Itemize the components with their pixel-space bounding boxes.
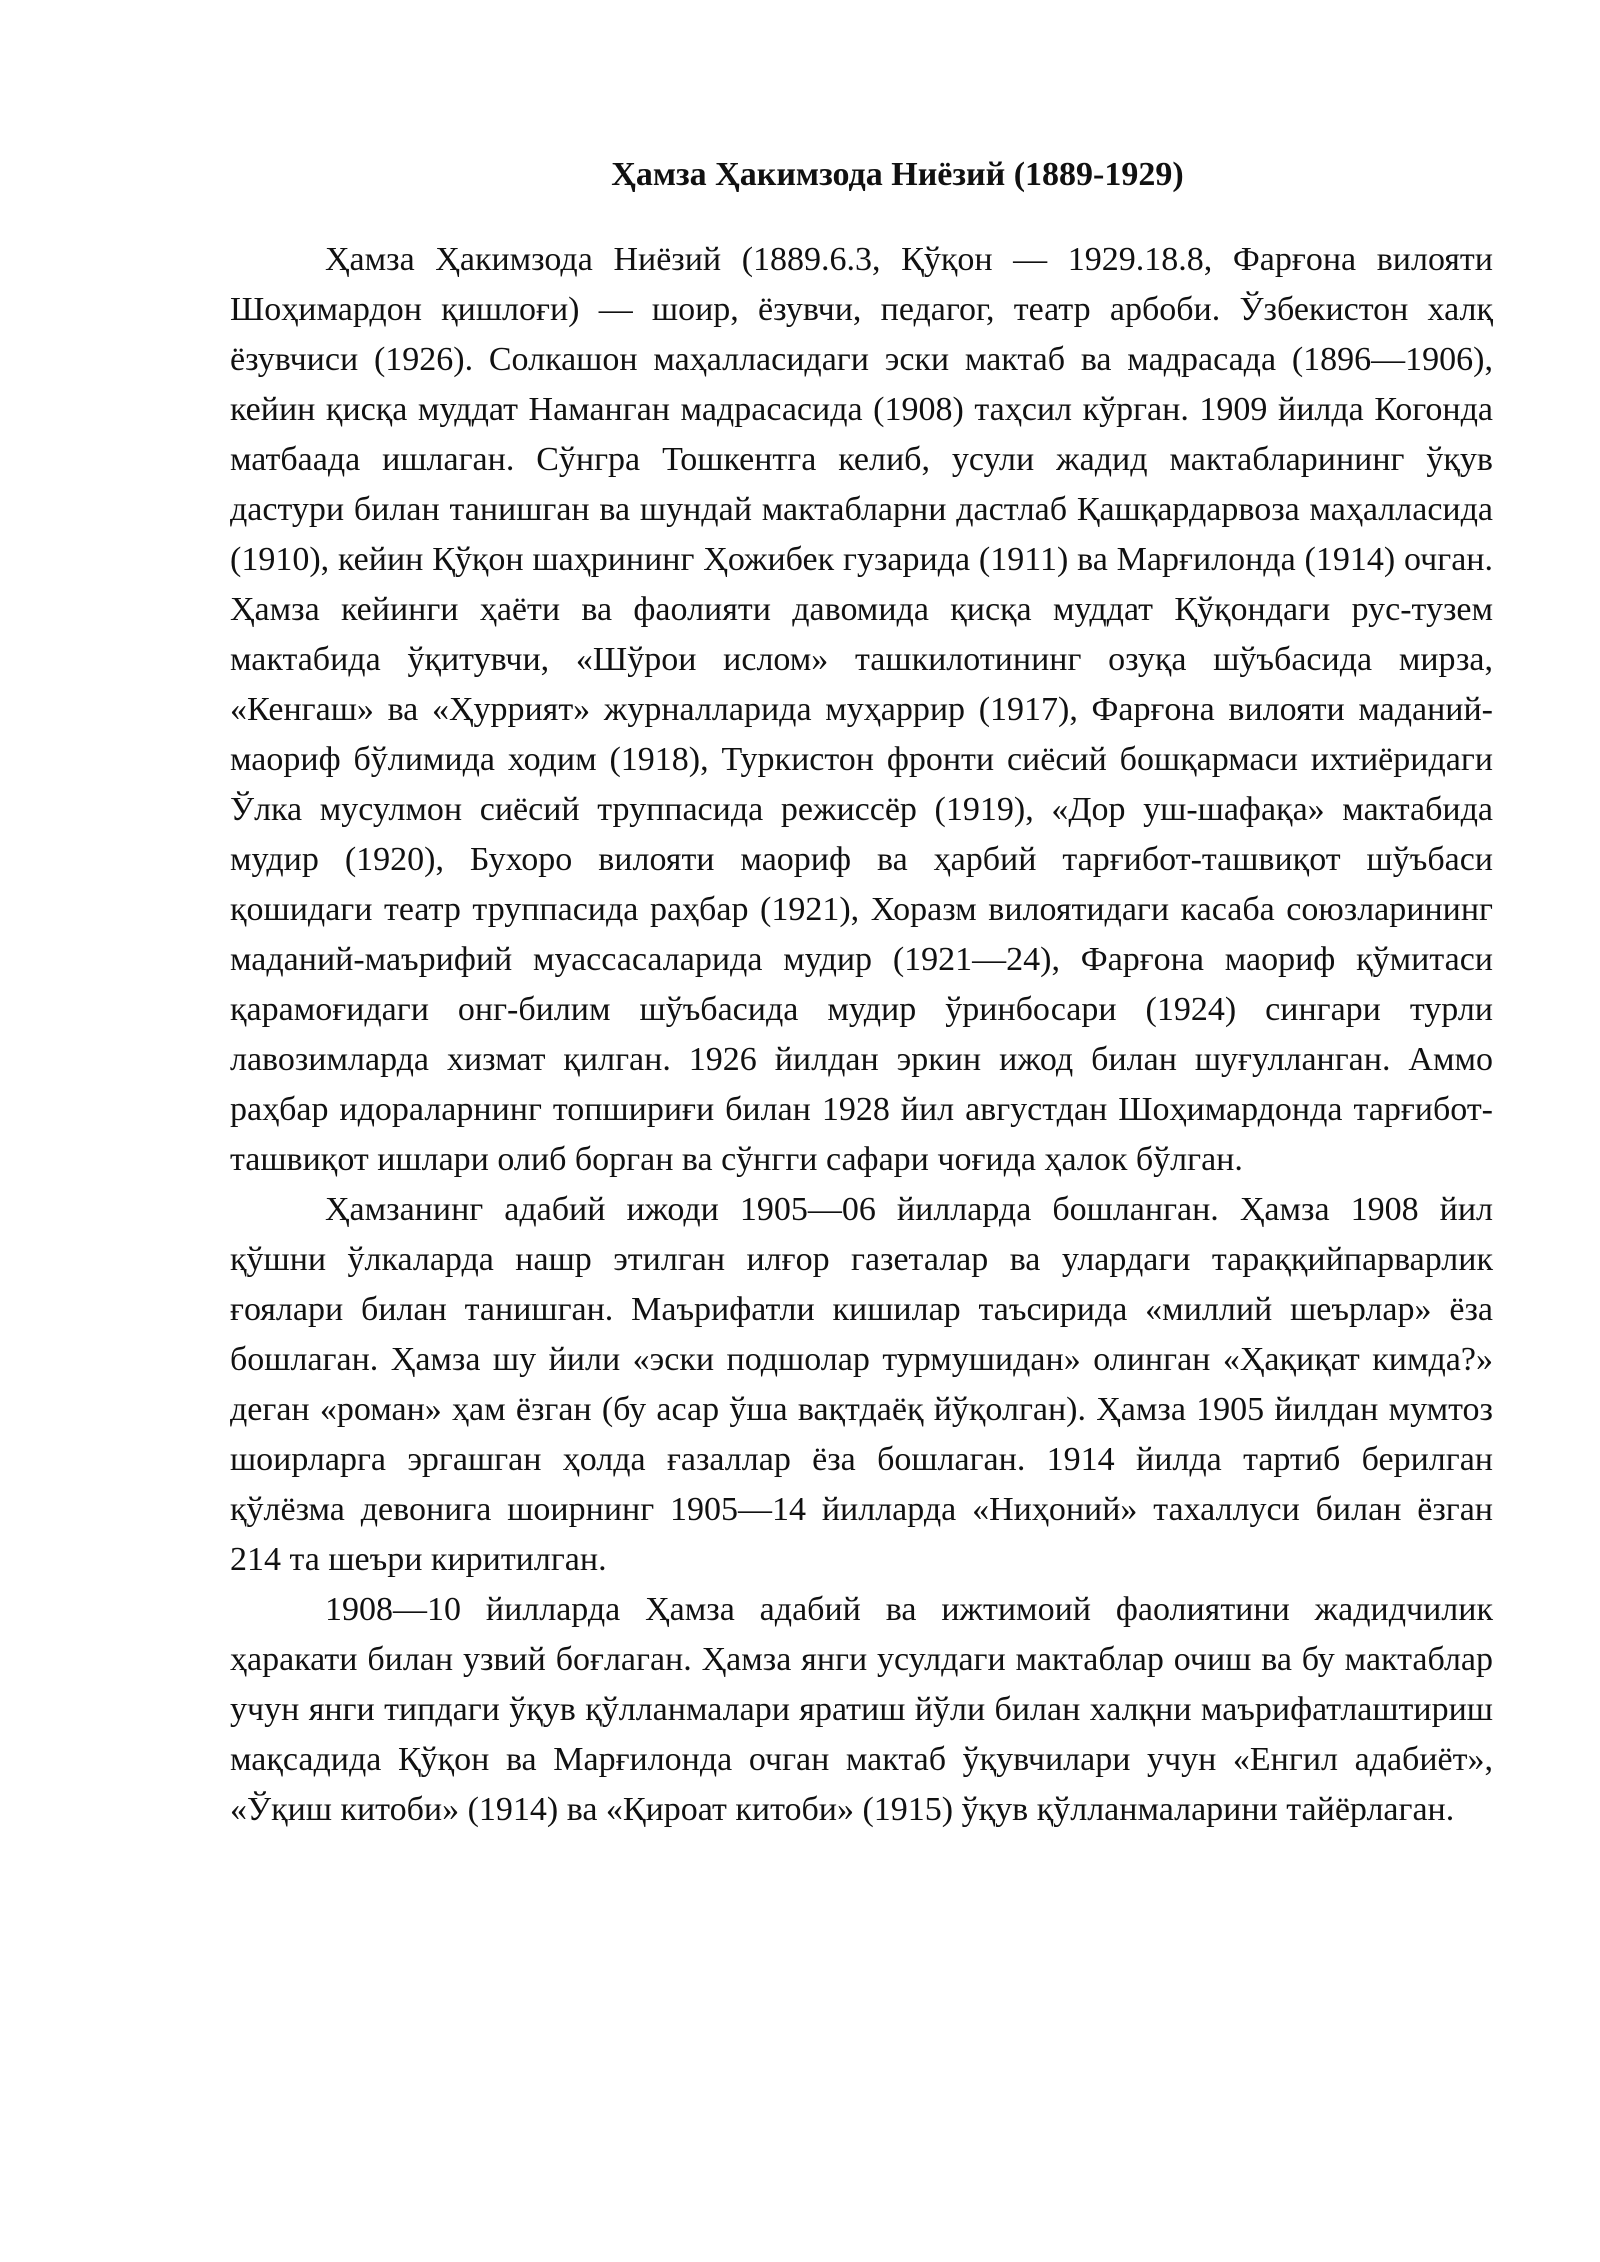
paragraph-1: Ҳамза Ҳакимзода Ниёзий (1889.6.3, Қўқон — 1929.18.8, Фарғона вилояти Шоҳимардон қишлоғи) — шоир, ёзувчи, педагог, театр арбоби. Ўзбекистон халқ ёзувчиси (1926). Солкашон маҳалласидаги эски мактаб ва мадрасада (1896—1906), кейин қисқа муддат Наманган мадрасасида (1908) таҳсил кўрган. 1909 йилда Когонда матбаада ишлаган. Сўнгра Тошкентга келиб, усули жадид мактабларининг ўқув дастури билан танишган ва шундай мактабларни дастлаб Қашқардарвоза маҳалласида (1910), кейин Қўқон шаҳрининг Ҳожибек гузарида (1911) ва Марғилонда (1914) очган. Ҳамза кейинги ҳаёти ва фаолияти давомида қисқа муддат Қўқондаги рус-тузем мактабида ўқитувчи, «Шўрои ислом» ташкилотининг озуқа шўъбасида мирза, «Кенгаш» ва «Ҳуррият» журналларида муҳаррир (1917), Фарғона вилояти маданий-маориф бўлимида ходим (1918), Туркистон фронти сиёсий бошқармаси ихтиёридаги Ўлка мусулмон сиёсий труппасида режиссёр (1919), «Дор уш-шафақа» мактабида мудир (1920), Бухоро вилояти маориф ва ҳарбий тарғибот-ташвиқот шўъбаси қошидаги театр труппасида раҳбар (1921), Хоразм вилоятидаги касаба союзларининг маданий-маърифий муассасаларида мудир (1921—24), Фарғона маориф қўмитаси қарамоғидаги онг-билим шўъбасида мудир ўринбосари (1924) сингари турли лавозимларда хизмат қилган. 1926 йилдан эркин ижод билан шуғулланган. Аммо раҳбар идораларнинг топшириғи билан 1928 йил августдан Шоҳимардонда тарғибот-ташвиқот ишлари олиб борган ва сўнгги сафари чоғида ҳалок бўлган. [230,241,1493,1178]
paragraph-2: Ҳамзанинг адабий ижоди 1905—06 йилларда бошланган. Ҳамза 1908 йил қўшни ўлкаларда нашр этилган илғор газеталар ва улардаги тараққийпарварлик ғоялари билан танишган. Маърифатли кишилар таъсирида «миллий шеърлар» ёза бошлаган. Ҳамза шу йили «эски подшолар турмушидан» олинган «Ҳақиқат кимда?» деган «роман» ҳам ёзган (бу асар ўша вақтдаёқ йўқолган). Ҳамза 1905 йилдан мумтоз шоирларга эргашган ҳолда ғазаллар ёза бошлаган. 1914 йилда тартиб берилган қўлёзма девонига шоирнинг 1905—14 йилларда «Ниҳоний» тахаллуси билан ёзган 214 та шеъри киритилган. [230,1191,1493,1578]
document-title: Ҳамза Ҳакимзода Ниёзий (1889-1929) [611,156,1184,193]
paragraph-3: 1908—10 йилларда Ҳамза адабий ва ижтимоий фаолиятини жадидчилик ҳаракати билан узвий боғлаган. Ҳамза янги усулдаги мактаблар очиш ва бу мактаблар учун янги типдаги ўқув қўлланмалари яратиш йўли билан халқни маърифатлаштириш мақсадида Қўқон ва Марғилонда очган мактаб ўқувчилари учун «Енгил адабиёт», «Ўқиш китоби» (1914) ва «Қироат китоби» (1915) ўқув қўлланмаларини тайёрлаган. [230,1591,1493,1828]
document-body [230,150,1493,1835]
